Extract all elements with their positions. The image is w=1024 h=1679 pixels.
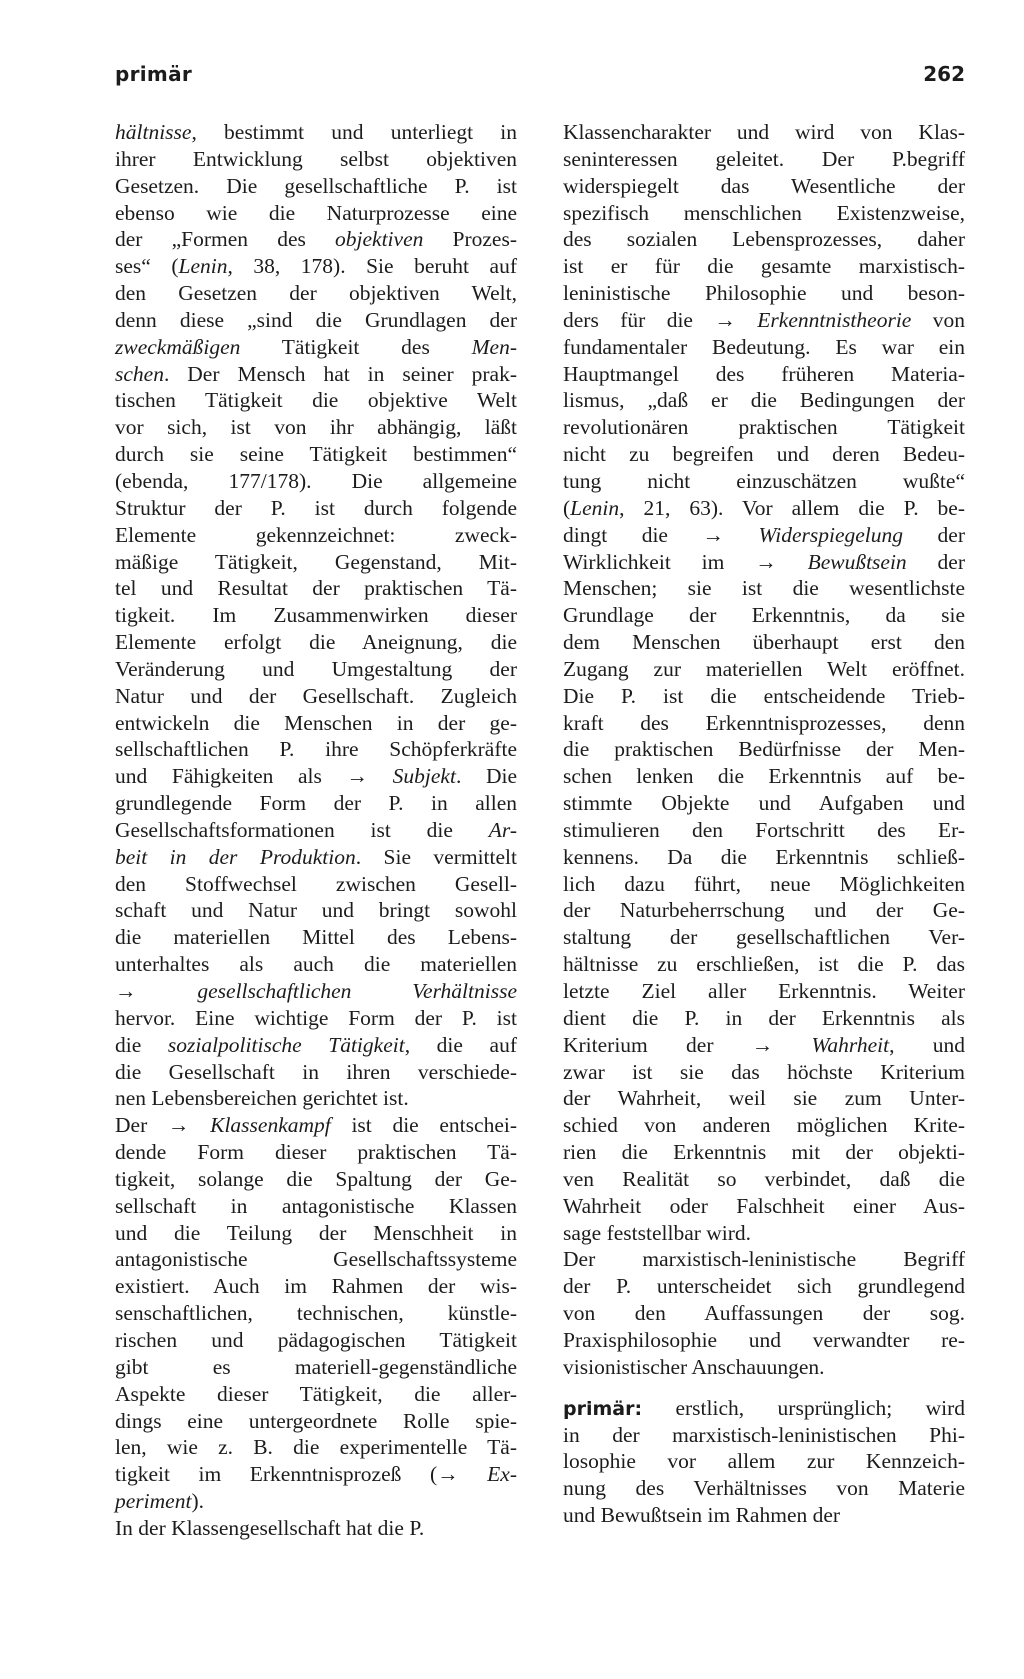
- text-run: widerspiegelt das Wesentliche der: [563, 173, 965, 198]
- text-line: [563, 871, 965, 898]
- entry-headword: primär:: [563, 1397, 643, 1420]
- text-run: denn diese „sind die Grundlagen der: [115, 307, 517, 332]
- text-run: Veränderung und Umgestaltung der: [115, 656, 517, 681]
- text-run: , 21, 63). Vor allem die P. be-: [619, 495, 965, 520]
- text-line: [115, 549, 517, 576]
- text-run: schied von anderen möglichen Krite-: [563, 1113, 965, 1138]
- text-line: [563, 522, 965, 549]
- text-line: [563, 334, 965, 361]
- text-line: [115, 1220, 517, 1247]
- text-line: [115, 495, 517, 522]
- text-line: [115, 763, 517, 790]
- text-run: tigkeit, solange die Spaltung der Ge-: [115, 1166, 517, 1191]
- text-line: [115, 1273, 517, 1300]
- text-line: [115, 1354, 517, 1381]
- text-run: den Stoffwechsel zwischen Gesell-: [115, 871, 517, 896]
- text-line: [563, 1085, 965, 1112]
- text-run: ders für die →: [563, 307, 758, 332]
- text-line: [115, 200, 517, 227]
- text-run: . Die: [455, 764, 517, 789]
- text-run: unterhaltes als auch die materiellen: [115, 952, 517, 977]
- text-run: Der marxistisch-leninistische Begriff: [563, 1247, 965, 1272]
- text-line: [563, 119, 965, 146]
- text-run: und die Teilung der Menschheit in: [115, 1220, 517, 1245]
- text-run: hervor. Eine wichtige Form der P. ist: [115, 1005, 517, 1030]
- text-line: [563, 146, 965, 173]
- text-line: [563, 173, 965, 200]
- text-run: den Gesetzen der objektiven Welt,: [115, 281, 517, 306]
- text-line: [115, 1515, 517, 1542]
- text-line: [563, 817, 965, 844]
- emphasis-text: schen: [115, 361, 164, 386]
- text-run: tung nicht einzuschätzen wußte“: [563, 468, 965, 493]
- text-run: Die P. ist die entscheidende Trieb-: [563, 683, 965, 708]
- text-run: tel und Resultat der praktischen Tä-: [115, 576, 517, 601]
- text-run: kennens. Da die Erkenntnis schließ-: [563, 844, 965, 869]
- text-run: →: [115, 979, 198, 1003]
- text-run: und Fähigkeiten als →: [115, 764, 393, 789]
- text-run: Gesellschaftsformationen ist die: [115, 817, 489, 842]
- text-run: staltung der gesellschaftlichen Ver-: [563, 925, 965, 950]
- text-run: schaft und Natur und bringt sowohl: [115, 898, 517, 923]
- text-run: dende Form dieser praktischen Tä-: [115, 1140, 517, 1165]
- text-line: [563, 1220, 965, 1247]
- text-line: [115, 414, 517, 441]
- text-line: [115, 226, 517, 253]
- text-run: len, wie z. B. die experimentelle Tä-: [115, 1435, 517, 1460]
- text-line: [563, 790, 965, 817]
- text-line: [563, 307, 965, 334]
- text-line: [115, 280, 517, 307]
- text-line: [115, 602, 517, 629]
- emphasis-text: objektiven: [335, 227, 424, 252]
- text-line: [115, 387, 517, 414]
- text-run: Natur und der Gesellschaft. Zugleich: [115, 683, 517, 708]
- text-line: [115, 1408, 517, 1435]
- text-line: [115, 522, 517, 549]
- text-run: der: [906, 549, 965, 574]
- text-run: , bestimmt und unterliegt in: [191, 120, 517, 144]
- text-run: von den Auffassungen der sog.: [563, 1301, 965, 1326]
- emphasis-text: Bewußtsein: [807, 549, 907, 574]
- text-line: [115, 1381, 517, 1408]
- emphasis-text: Ex-: [487, 1462, 517, 1487]
- text-line: [563, 441, 965, 468]
- text-run: Menschen; sie ist die wesentlichste: [563, 576, 965, 601]
- text-run: gibt es materiell-gegenständliche: [115, 1354, 517, 1379]
- text-line: [115, 1085, 517, 1112]
- text-line: [563, 1139, 965, 1166]
- text-run: tigkeit im Erkenntnisprozeß (→: [115, 1462, 488, 1487]
- emphasis-text: sozialpolitische Tätigkeit: [167, 1032, 405, 1057]
- text-line: [563, 1005, 965, 1032]
- text-line: [563, 1395, 965, 1422]
- text-line: [563, 656, 965, 683]
- emphasis-text: Klassenkampf: [210, 1113, 331, 1138]
- emphasis-text: periment: [115, 1489, 192, 1514]
- text-run: ).: [191, 1489, 204, 1514]
- emphasis-text: gesellschaftlichen Verhältnisse: [197, 979, 517, 1003]
- text-line: [563, 361, 965, 388]
- text-run: Tätigkeit des: [240, 334, 472, 359]
- text-run: ihrer Entwicklung selbst objektiven: [115, 146, 517, 171]
- text-line: [115, 897, 517, 924]
- text-run: tischen Tätigkeit die objektive Welt: [115, 388, 517, 413]
- text-run: des sozialen Lebensprozesses, daher: [563, 227, 965, 252]
- emphasis-text: Widerspiegelung: [758, 522, 904, 547]
- text-line: [115, 361, 517, 388]
- text-line: [563, 951, 965, 978]
- text-run: losophie vor allem zur Kennzeich-: [563, 1449, 965, 1474]
- text-line: [563, 468, 965, 495]
- text-line: [563, 924, 965, 951]
- text-line: [115, 575, 517, 602]
- text-line: [115, 710, 517, 737]
- text-line: [563, 1193, 965, 1220]
- text-line: [115, 924, 517, 951]
- text-line: [115, 1488, 517, 1515]
- emphasis-text: Subjekt: [392, 764, 456, 789]
- text-run: Wahrheit oder Falschheit einer Aus-: [563, 1193, 965, 1218]
- text-run: und Bewußtsein im Rahmen der: [563, 1503, 841, 1528]
- text-run: nung des Verhältnisses von Materie: [563, 1476, 965, 1501]
- text-line: [115, 1166, 517, 1193]
- text-line: [563, 253, 965, 280]
- text-line: [563, 414, 965, 441]
- text-line: [115, 1112, 517, 1139]
- text-line: [115, 173, 517, 200]
- text-line: [563, 1327, 965, 1354]
- text-line: [115, 951, 517, 978]
- text-run: lismus, „daß er die Bedingungen der: [563, 388, 965, 413]
- text-line: [563, 897, 965, 924]
- text-run: Struktur der P. ist durch folgende: [115, 495, 517, 520]
- text-column-right: [563, 119, 965, 1529]
- text-line: [115, 1032, 517, 1059]
- text-run: hältnisse zu erschließen, ist die P. das: [563, 952, 965, 977]
- emphasis-text: Wahrheit: [811, 1032, 890, 1057]
- text-line: [563, 549, 965, 576]
- text-run: der Wahrheit, weil sie zum Unter-: [563, 1086, 965, 1111]
- text-run: rien die Erkenntnis mit der objekti-: [563, 1140, 965, 1165]
- text-run: antagonistische Gesellschaftssysteme: [115, 1247, 517, 1272]
- text-run: die materiellen Mittel des Lebens-: [115, 925, 517, 950]
- text-run: fundamentaler Bedeutung. Es war ein: [563, 334, 965, 359]
- text-line: [115, 1139, 517, 1166]
- text-run: ven Realität so verbindet, daß die: [563, 1166, 965, 1191]
- text-line: [563, 710, 965, 737]
- text-run: . Der Mensch hat in seiner prak-: [163, 361, 517, 386]
- text-run: ist die entschei-: [330, 1113, 517, 1138]
- text-run: vor sich, ist von ihr abhängig, läßt: [115, 415, 517, 440]
- text-run: die praktischen Bedürfnisse der Men-: [563, 737, 965, 762]
- text-run: Elemente gekennzeichnet: zweck-: [115, 522, 517, 547]
- page-header: [115, 62, 965, 94]
- emphasis-text: beit in der Produktion: [115, 844, 356, 869]
- text-run: die Gesellschaft in ihren verschiede-: [115, 1059, 517, 1084]
- text-run: stimulieren den Fortschritt des Er-: [563, 817, 965, 842]
- text-run: , die auf: [404, 1032, 517, 1057]
- page-number: 262: [923, 62, 965, 86]
- text-run: Elemente erfolgt die Aneignung, die: [115, 630, 517, 655]
- text-line: [563, 763, 965, 790]
- text-run: Grundlage der Erkenntnis, da sie: [563, 603, 965, 628]
- text-line: [115, 871, 517, 898]
- text-line: [563, 602, 965, 629]
- emphasis-text: zweckmäßigen: [115, 334, 241, 359]
- emphasis-text: Lenin: [178, 254, 228, 279]
- text-run: , 38, 178). Sie beruht auf: [227, 254, 518, 279]
- text-line: [115, 1461, 517, 1488]
- text-run: zwar ist sie das höchste Kriterium: [563, 1059, 965, 1084]
- text-line: [563, 1354, 965, 1381]
- text-line: [115, 1193, 517, 1220]
- text-run: In der Klassengesellschaft hat die P.: [115, 1515, 425, 1540]
- text-line: [115, 790, 517, 817]
- text-run: Prozes-: [423, 227, 517, 252]
- text-run: grundlegende Form der P. in allen: [115, 791, 517, 816]
- text-line: [563, 1448, 965, 1475]
- emphasis-text: Men-: [471, 334, 517, 359]
- text-run: sellschaftlichen P. ihre Schöpferkräfte: [115, 737, 517, 762]
- text-line: [563, 1422, 965, 1449]
- text-run: nicht zu begreifen und deren Bedeu-: [563, 442, 965, 467]
- text-run: Der →: [115, 1113, 211, 1138]
- text-run: Praxisphilosophie und verwandter re-: [563, 1327, 965, 1352]
- text-run: dient die P. in der Erkenntnis als: [563, 1005, 965, 1030]
- text-line: [563, 844, 965, 871]
- text-run: sellschaft in antagonistische Klassen: [115, 1193, 517, 1218]
- text-line: [115, 307, 517, 334]
- emphasis-text: Ar-: [488, 817, 517, 842]
- text-run: Hauptmangel des früheren Materia-: [563, 361, 965, 386]
- emphasis-text: hältnisse: [115, 120, 192, 144]
- text-line: [115, 629, 517, 656]
- text-run: kraft des Erkenntnisprozesses, denn: [563, 710, 965, 735]
- text-column-left: [115, 119, 517, 1542]
- text-line: [115, 1300, 517, 1327]
- text-line: [115, 736, 517, 763]
- text-run: ses“ (: [115, 254, 179, 279]
- text-line: [563, 1502, 965, 1529]
- text-line: [115, 1434, 517, 1461]
- text-run: spezifisch menschlichen Existenzweise,: [563, 200, 965, 225]
- emphasis-text: Erkenntnistheorie: [757, 307, 912, 332]
- text-run: dings eine untergeordnete Rolle spie-: [115, 1408, 517, 1433]
- text-line: [563, 1032, 965, 1059]
- text-line: [115, 253, 517, 280]
- text-run: Gesetzen. Die gesellschaftliche P. ist: [115, 173, 517, 198]
- text-line: [563, 736, 965, 763]
- text-run: letzte Ziel aller Erkenntnis. Weiter: [563, 979, 965, 1003]
- text-run: von: [911, 307, 965, 332]
- text-run: der Naturbeherrschung und der Ge-: [563, 898, 965, 923]
- text-line: [115, 978, 517, 1005]
- text-run: , und: [889, 1032, 965, 1057]
- text-run: dingt die →: [563, 522, 759, 547]
- text-line: [115, 334, 517, 361]
- text-run: schen lenken die Erkenntnis auf be-: [563, 764, 965, 789]
- text-line: [115, 656, 517, 683]
- text-run: Klassencharakter und wird von Klas-: [563, 120, 965, 144]
- text-run: visionistischer Anschauungen.: [563, 1354, 825, 1379]
- text-run: ebenso wie die Naturprozesse eine: [115, 200, 517, 225]
- text-run: nen Lebensbereichen gerichtet ist.: [115, 1086, 409, 1111]
- text-line: [115, 146, 517, 173]
- text-line: [115, 1005, 517, 1032]
- text-line: [563, 1059, 965, 1086]
- text-line: [115, 844, 517, 871]
- text-run: Zugang zur materiellen Welt eröffnet.: [563, 656, 965, 681]
- text-run: der: [903, 522, 965, 547]
- text-run: der „Formen des: [115, 227, 336, 252]
- text-line: [563, 1166, 965, 1193]
- text-line: [563, 1112, 965, 1139]
- text-line: [115, 441, 517, 468]
- text-run: Wirklichkeit im →: [563, 549, 808, 574]
- text-run: in der marxistisch-leninistischen Phi-: [563, 1422, 965, 1447]
- text-line: [563, 387, 965, 414]
- text-run: leninistische Philosophie und beson-: [563, 281, 965, 306]
- text-run: senschaftlichen, technischen, künstle-: [115, 1301, 517, 1326]
- text-run: (: [563, 495, 571, 520]
- paragraph-gap: [563, 1381, 965, 1395]
- text-line: [563, 200, 965, 227]
- text-line: [563, 1475, 965, 1502]
- text-line: [115, 1327, 517, 1354]
- text-run: der P. unterscheidet sich grundlegend: [563, 1274, 965, 1299]
- text-run: existiert. Auch im Rahmen der wis-: [115, 1274, 517, 1299]
- text-line: [115, 1246, 517, 1273]
- text-line: [563, 226, 965, 253]
- text-line: [563, 683, 965, 710]
- text-run: lich dazu führt, neue Möglichkeiten: [563, 871, 965, 896]
- text-line: [563, 1300, 965, 1327]
- text-line: [563, 1273, 965, 1300]
- text-run: (ebenda, 177/178). Die allgemeine: [115, 468, 517, 493]
- text-line: [115, 683, 517, 710]
- text-line: [563, 978, 965, 1005]
- text-run: durch sie seine Tätigkeit bestimmen“: [115, 442, 517, 467]
- text-run: Kriterium der →: [563, 1032, 812, 1057]
- text-run: stimmte Objekte und Aufgaben und: [563, 791, 965, 816]
- text-run: Aspekte dieser Tätigkeit, die aller-: [115, 1381, 517, 1406]
- text-line: [115, 119, 517, 146]
- text-run: dem Menschen überhaupt erst den: [563, 630, 965, 655]
- text-run: seninteressen geleitet. Der P.begriff: [563, 146, 965, 171]
- text-run: mäßige Tätigkeit, Gegenstand, Mit-: [115, 549, 517, 574]
- text-line: [563, 1246, 965, 1273]
- emphasis-text: Lenin: [570, 495, 620, 520]
- text-run: rischen und pädagogischen Tätigkeit: [115, 1327, 517, 1352]
- text-run: ist er für die gesamte marxistisch-: [563, 254, 965, 279]
- text-run: entwickeln die Menschen in der ge-: [115, 710, 517, 735]
- text-line: [115, 817, 517, 844]
- text-line: [563, 629, 965, 656]
- text-line: [563, 495, 965, 522]
- text-line: [115, 468, 517, 495]
- running-head: primär: [115, 62, 193, 86]
- text-run: tigkeit. Im Zusammenwirken dieser: [115, 603, 517, 628]
- text-line: [563, 575, 965, 602]
- text-line: [563, 280, 965, 307]
- text-run: erstlich, ursprünglich; wird: [642, 1395, 965, 1420]
- text-run: die: [115, 1032, 168, 1057]
- text-run: sage feststellbar wird.: [563, 1220, 752, 1245]
- text-line: [115, 1059, 517, 1086]
- text-run: . Sie vermittelt: [355, 844, 517, 869]
- text-run: revolutionären praktischen Tätigkeit: [563, 415, 965, 440]
